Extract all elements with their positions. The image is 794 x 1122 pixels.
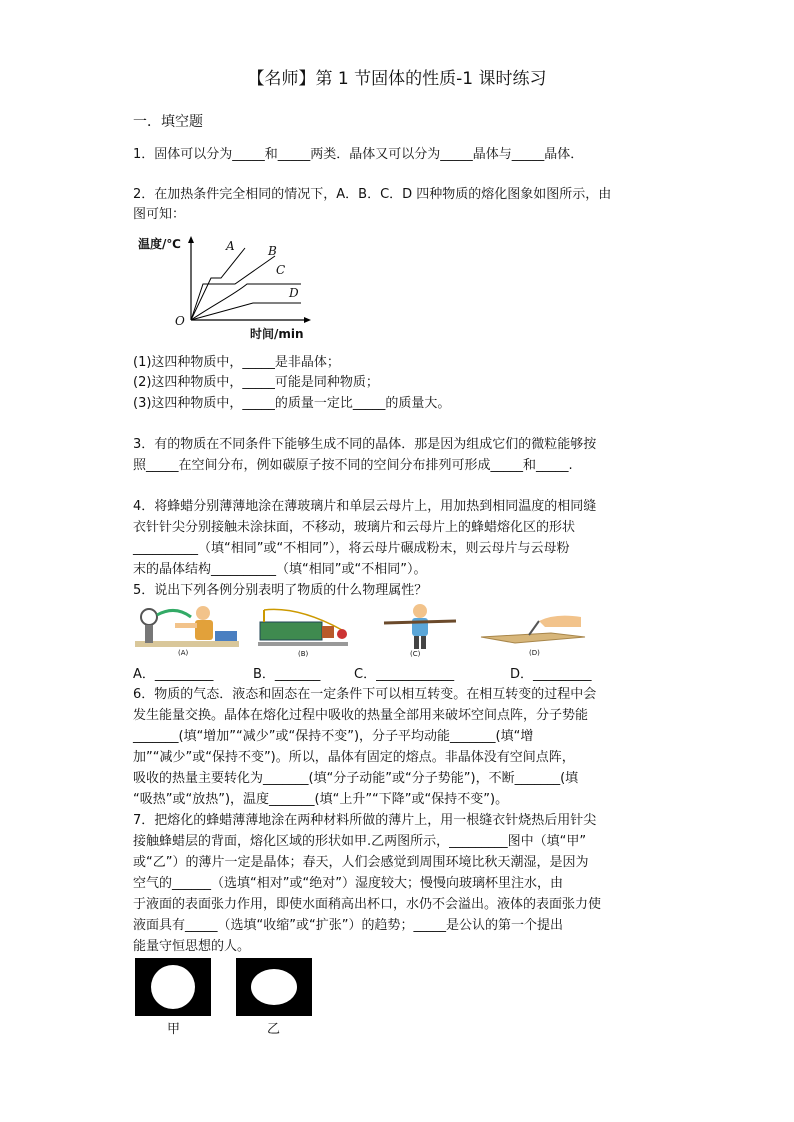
question-3-line-2: 照_____在空间分布，例如碳原子按不同的空间分布排列可形成_____和_____. [133, 458, 573, 473]
q5-answer-a: A．_________ [133, 667, 214, 682]
illustration-a [135, 603, 240, 659]
caption-d: (D) [529, 649, 540, 657]
question-1: 1．固体可以分为_____和_____两类．晶体又可以分为_____晶体与_____晶体． [133, 147, 584, 162]
question-7-line-2: 接触蜂蜡层的背面，熔化区域的形状如甲.乙两图所示，_________图中（填“甲” [133, 834, 587, 849]
illustration-a-drawing [135, 603, 240, 651]
question-2-sub-2: (2)这四种物质中，_____可能是同种物质； [133, 375, 379, 390]
question-4-line-1: 4．将蜂蜡分别薄薄地涂在薄玻璃片和单层云母片上，用加热到相同温度的相同缝 [133, 499, 597, 514]
figure-jia-circle [151, 965, 195, 1009]
illustration-b [258, 606, 350, 659]
question-4-line-3: __________（填“相同”或“不相同”），将云母片碾成粉末，则云母片与云母粉 [133, 541, 570, 556]
illustration-d [481, 607, 591, 659]
q5-answer-d: D．_________ [510, 667, 592, 682]
question-7-line-7: 能量守恒思想的人。 [133, 939, 251, 954]
figure-yi-label: 乙 [267, 1022, 281, 1037]
curve-label-b: B [268, 244, 277, 258]
question-6-line-4: 加”“减少”或“保持不变”)。所以，晶体有固定的熔点。非晶体没有空间点阵， [133, 750, 575, 765]
graph-origin: O [175, 314, 185, 328]
figure-yi-ellipse [251, 969, 297, 1005]
illustration-c-drawing [380, 603, 460, 651]
question-2-sub-3: (3)这四种物质中，_____的质量一定比_____的质量大。 [133, 396, 451, 411]
question-7-line-6: 液面具有_____（选填“收缩”或“扩张”）的趋势；_____是公认的第一个提出 [133, 918, 563, 933]
question-2-line-1: 2．在加热条件完全相同的情况下，A．B．C．D 四种物质的熔化图象如图所示，由 [133, 187, 612, 202]
caption-b: (B) [298, 650, 309, 658]
graph-plot [135, 234, 315, 344]
caption-c: (C) [410, 650, 421, 658]
question-2-line-2: 图可知： [133, 207, 186, 222]
illustration-b-drawing [258, 606, 350, 650]
question-3-line-1: 3．有的物质在不同条件下能够生成不同的晶体．那是因为组成它们的微粒能够按 [133, 437, 597, 452]
figure-jia [135, 958, 211, 1016]
question-5-line-1: 5．说出下列各例分别表明了物质的什么物理属性？ [133, 583, 428, 598]
melting-graph [135, 234, 315, 344]
illustration-c [380, 603, 460, 659]
curve-d [191, 303, 301, 320]
figure-jia-label: 甲 [167, 1022, 181, 1037]
question-6-line-1: 6．物质的气态．液态和固态在一定条件下可以相互转变。在相互转变的过程中会 [133, 687, 597, 702]
question-6-line-5: 吸收的热量主要转化为_______(填“分子动能”或“分子势能”)，不断_______(填 [133, 771, 579, 786]
question-2-sub-1: (1)这四种物质中，_____是非晶体； [133, 355, 340, 370]
question-7-line-4: 空气的______（选填“相对”或“绝对”）湿度较大；慢慢向玻璃杯里注水，由 [133, 876, 563, 891]
question-7-line-5: 于液面的表面张力作用，即使水面稍高出杯口，水仍不会溢出。液体的表面张力使 [133, 897, 602, 912]
x-axis-arrow [304, 317, 311, 323]
section-heading: 一．填空题 [133, 114, 203, 130]
question-6-line-3: _______(填“增加”“减少”或“保持不变”)，分子平均动能_______(填“增 [133, 729, 534, 744]
y-axis-arrow [188, 236, 194, 243]
q5-answer-c: C．____________ [354, 667, 455, 682]
graph-x-label: 时间/min [250, 327, 304, 341]
graph-y-label: 温度/℃ [138, 237, 181, 251]
question-7-line-3: 或“乙”）的薄片一定是晶体；春天，人们会感觉到周围环境比秋天潮湿，是因为 [133, 855, 589, 870]
question-6-line-6: “吸热”或“放热”)，温度_______(填“上升”“下降”或“保持不变”)。 [133, 792, 509, 807]
page-title: 【名师】第 1 节固体的性质-1 课时练习 [247, 69, 547, 89]
q5-answer-b: B．_______ [253, 667, 321, 682]
question-6-line-2: 发生能量交换。晶体在熔化过程中吸收的热量全部用来破坏空间点阵，分子势能 [133, 708, 589, 723]
curve-b [191, 256, 275, 320]
question-7-line-1: 7．把熔化的蜂蜡薄薄地涂在两种材料所做的薄片上，用一根缝衣针烧热后用针尖 [133, 813, 597, 828]
curve-label-d: D [289, 286, 299, 300]
curve-label-c: C [276, 263, 286, 277]
illustration-d-drawing [481, 607, 591, 649]
question-4-line-4: 末的晶体结构__________（填“相同”或“不相同”）。 [133, 562, 427, 577]
question-4-line-2: 衣针针尖分别接触未涂抹面，不移动，玻璃片和云母片上的蜂蜡熔化区的形状 [133, 520, 576, 535]
curve-c [191, 284, 301, 320]
caption-a: (A) [178, 649, 189, 657]
figure-yi [236, 958, 312, 1016]
curve-label-a: A [226, 239, 235, 253]
